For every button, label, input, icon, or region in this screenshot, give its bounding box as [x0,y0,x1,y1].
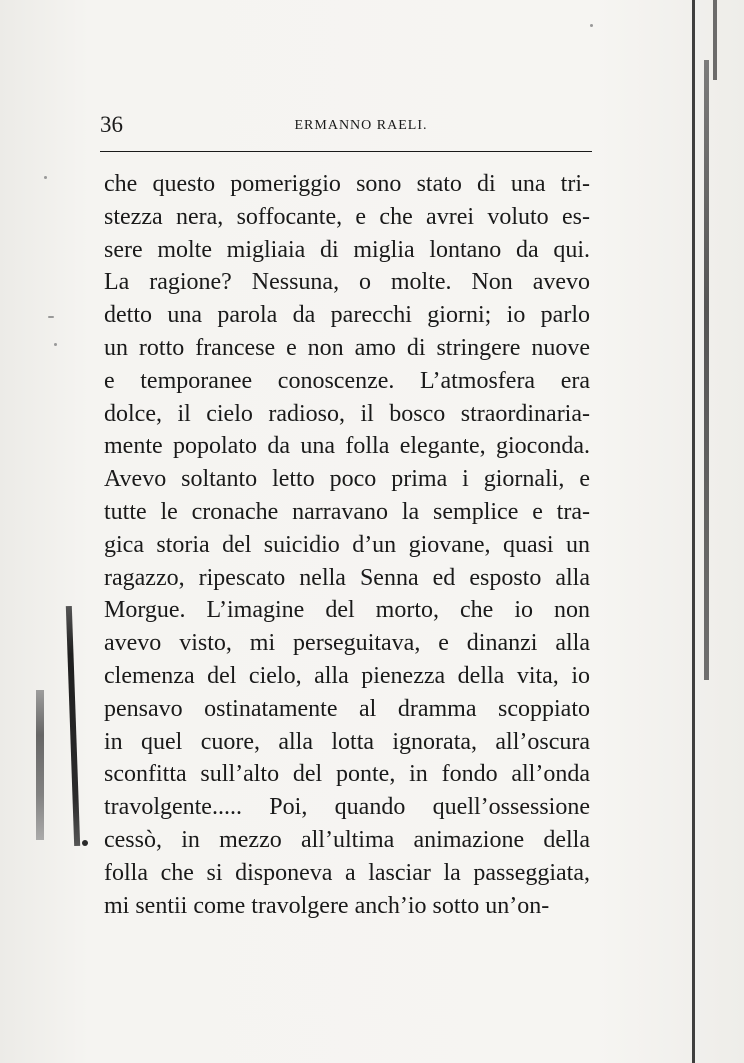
page-number: 36 [100,112,123,137]
body-text [104,168,590,922]
text-line: tutte le cronache narravano la semplice e tra- [104,498,590,525]
text-line: avevo visto, mi perseguitava, e dinanzi alla [104,630,590,657]
text-line: clemenza del cielo, alla pienezza della vita, io [104,662,590,689]
page-header [100,112,592,148]
paper-speck [54,343,57,346]
text-line: stezza nera, soffocante, e che avrei voluto es- [104,203,590,230]
text-line: La ragione? Nessuna, o molte. Non avevo [104,269,590,296]
text-line: pensavo ostinatamente al dramma scoppiato [104,695,590,722]
running-head: ERMANNO RAELI. [294,118,428,133]
pencil-margin-mark [66,606,80,846]
text-line: un rotto francese e non amo di stringere nuove [104,334,590,361]
pencil-margin-mark [36,690,44,840]
page-edge-shadow-top [713,0,717,80]
text-line: mi sentii come travolgere anch’io sotto un’on- [104,892,550,919]
text-line: detto una parola da parecchi giorni; io parlo [104,302,590,329]
text-line: gica storia del suicidio d’un giovane, quasi un [104,531,590,558]
text-line: folla che si disponeva a lasciar la passeggiata, [104,859,590,886]
text-line: Morgue. L’imagine del morto, che io non [104,597,590,624]
text-line: e temporanee conoscenze. L’atmosfera era [104,367,590,394]
text-line: sconfitta sull’alto del ponte, in fondo all’onda [104,761,590,788]
text-line: mente popolato da una folla elegante, gioconda. [104,433,590,460]
text-line: sere molte migliaia di miglia lontano da qui. [104,236,590,263]
text-line: Avevo soltanto letto poco prima i giornali, e [104,466,590,493]
text-line: dolce, il cielo radioso, il bosco straordinaria- [104,400,590,427]
paper-speck [590,24,593,27]
text-line: ragazzo, ripescato nella Senna ed esposto alla [104,564,590,591]
page-edge-shadow [692,0,695,1063]
text-line: in quel cuore, alla lotta ignorata, all’oscura [104,728,590,755]
pencil-dot [82,840,88,846]
paper-speck [44,176,47,179]
text-line: travolgente..... Poi, quando quell’ossessione [104,794,590,821]
page-edge-shadow-inner [704,60,709,680]
text-line: cessò, in mezzo all’ultima animazione della [104,826,590,853]
header-rule [100,151,592,152]
text-line: che questo pomeriggio sono stato di una tri- [104,171,590,197]
paper-speck [48,316,54,318]
